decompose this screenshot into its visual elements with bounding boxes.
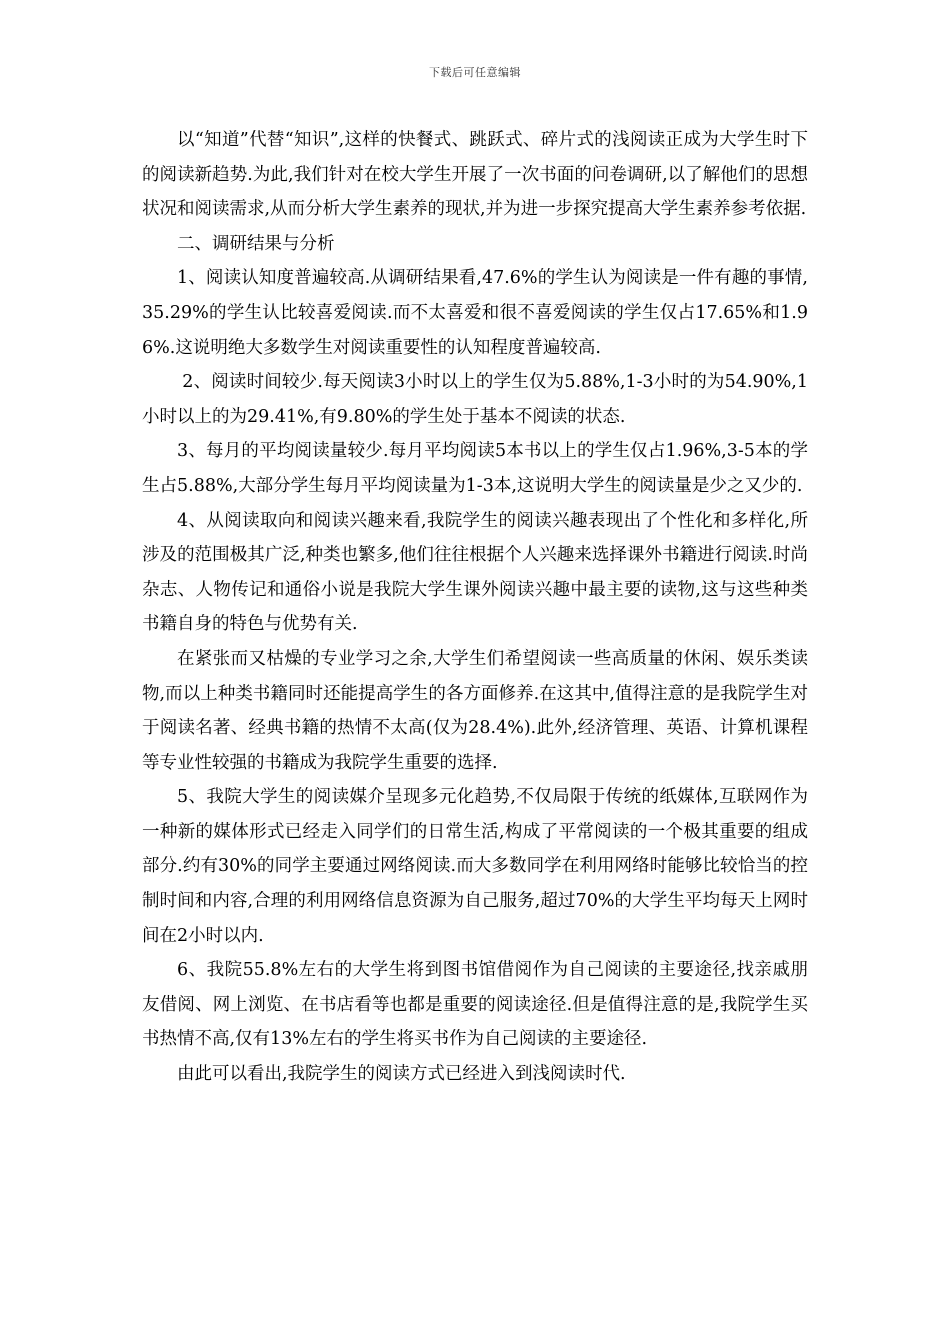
document-body	[142, 123, 808, 1092]
paragraph-intro: 以“知道”代替“知识”,这样的快餐式、跳跃式、碎片式的浅阅读正成为大学生时下的阅读新趋势.为此,我们针对在校大学生开展了一次书面的问卷调研,以了解他们的思想状况和阅读需求,从而分析大学生素养的现状,并为进一步探究提高大学生素养参考依据.	[142, 130, 808, 220]
paragraph-finding-5: 5、我院大学生的阅读媒介呈现多元化趋势,不仅局限于传统的纸媒体,互联网作为一种新的媒体形式已经走入同学们的日常生活,构成了平常阅读的一个极其重要的组成部分.约有30%的同学主要通过网络阅读.而大多数同学在利用网络时能够比较恰当的控制时间和内容,合理的利用网络信息资源为自己服务,超过70%的大学生平均每天上网时间在2小时以内.	[142, 787, 808, 946]
paragraph-finding-2: 2、阅读时间较少.每天阅读3小时以上的学生仅为5.88%,1-3小时的为54.90%,1小时以上的为29.41%,有9.80%的学生处于基本不阅读的状态.	[142, 372, 808, 427]
paragraph-finding-6: 6、我院55.8%左右的大学生将到图书馆借阅作为自己阅读的主要途径,找亲戚朋友借阅、网上浏览、在书店看等也都是重要的阅读途径.但是值得注意的是,我院学生买书热情不高,仅有13%左右的学生将买书作为自己阅读的主要途径.	[142, 960, 808, 1050]
paragraph-finding-4-continued: 在紧张而又枯燥的专业学习之余,大学生们希望阅读一些高质量的休闲、娱乐类读物,而以上种类书籍同时还能提高学生的各方面修养.在这其中,值得注意的是我院学生对于阅读名著、经典书籍的热情不太高(仅为28.4%).此外,经济管理、英语、计算机课程等专业性较强的书籍成为我院学生重要的选择.	[142, 648, 808, 773]
paragraph-finding-1: 1、阅读认知度普遍较高.从调研结果看,47.6%的学生认为阅读是一件有趣的事情,35.29%的学生认比较喜爱阅读.而不太喜爱和很不喜爱阅读的学生仅占17.65%和1.96%.这说明绝大多数学生对阅读重要性的认知程度普遍较高.	[142, 268, 808, 358]
section-heading: 二、调研结果与分析	[177, 233, 335, 254]
paragraph-finding-4: 4、从阅读取向和阅读兴趣来看,我院学生的阅读兴趣表现出了个性化和多样化,所涉及的范围极其广泛,种类也繁多,他们往往根据个人兴趣来选择课外书籍进行阅读.时尚杂志、人物传记和通俗小说是我院大学生课外阅读兴趣中最主要的读物,这与这些种类书籍自身的特色与优势有关.	[142, 510, 808, 635]
page-header: 下载后可任意编辑	[429, 66, 521, 79]
paragraph-finding-3: 3、每月的平均阅读量较少.每月平均阅读5本书以上的学生仅占1.96%,3-5本的学生占5.88%,大部分学生每月平均阅读量为1-3本,这说明大学生的阅读量是少之又少的.	[142, 441, 808, 496]
paragraph-conclusion: 由此可以看出,我院学生的阅读方式已经进入到浅阅读时代.	[177, 1064, 626, 1085]
